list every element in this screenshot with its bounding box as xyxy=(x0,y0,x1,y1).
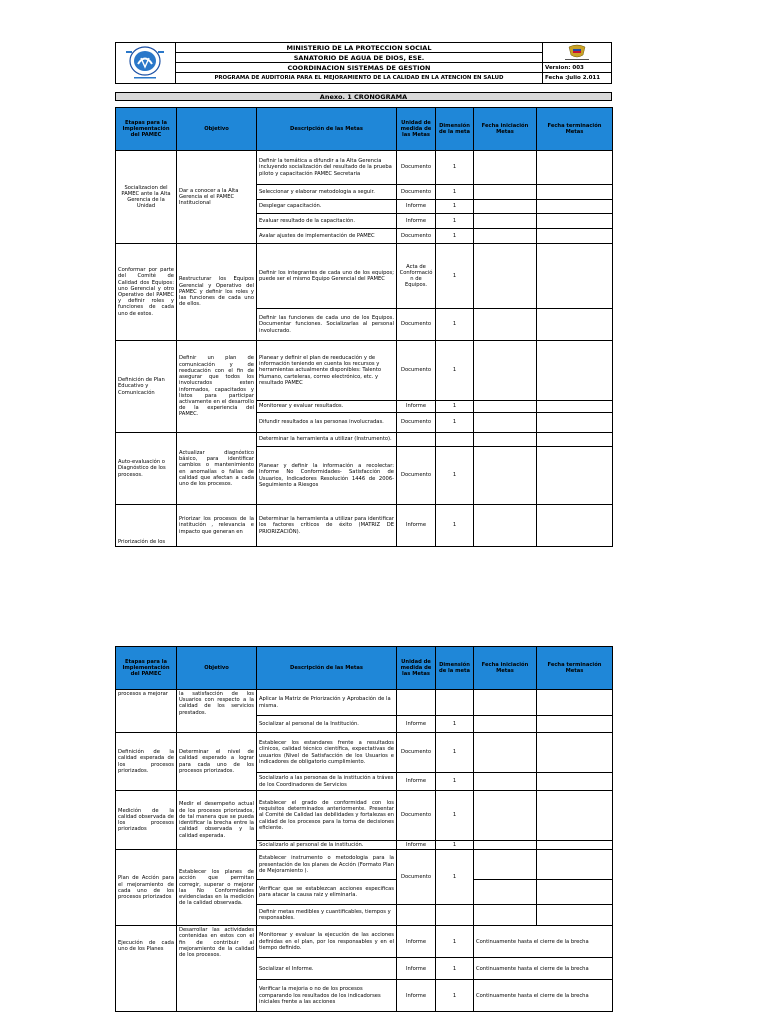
dimension-cell: 1 xyxy=(436,841,474,850)
version-label: Version: 003 xyxy=(543,63,611,73)
meta-cell: Evaluar resultado de la capacitación. xyxy=(257,214,397,229)
col-objetivo: Objetivo xyxy=(177,647,257,690)
dimension-cell: 1 xyxy=(436,505,474,547)
table-row xyxy=(116,433,613,447)
header-meta xyxy=(542,43,611,83)
fecha-fin-cell xyxy=(537,151,613,185)
meta-cell: Seleccionar y elaborar metodologia a seguir. xyxy=(257,185,397,200)
unidad-cell: Informe xyxy=(397,716,436,733)
etapa-cell: Auto-evaluación o Diagnóstico de los procesos. xyxy=(116,433,177,505)
unidad-cell: Informe xyxy=(397,200,436,214)
meta-cell: Monitorear y evaluar resultados. xyxy=(257,401,397,413)
document-header xyxy=(115,42,612,84)
fecha-inicio-cell xyxy=(474,151,537,185)
meta-cell: Definir la temática a difundir a la Alta Gerencia incluyendo socialización del resultado de la prueba piloto y capacitación PAMEC Secretaria xyxy=(257,151,397,185)
unidad-cell: Documento xyxy=(397,151,436,185)
table-row xyxy=(116,244,613,309)
meta-cell: Planear y definir el plan de reeducación y de información teniendo en cuenta los recursos y herramientas actualmente disponibles: Talento Humano, carteleras, correo electrónico, etc. y resultado PAMEC xyxy=(257,341,397,401)
dimension-cell: 1 xyxy=(436,185,474,200)
dimension-cell: 1 xyxy=(436,244,474,309)
col-objetivo: Objetivo xyxy=(177,108,257,151)
fecha-fin-cell: Continuamente hasta el cierre de la brecha xyxy=(474,980,613,1012)
table-row xyxy=(116,690,613,716)
fecha-fin-cell: Continuamente hasta el cierre de la brecha xyxy=(474,958,613,980)
dimension-cell: 1 xyxy=(436,214,474,229)
unidad-cell: Informe xyxy=(397,505,436,547)
unidad-cell: Documento xyxy=(397,791,436,841)
document-page-2 xyxy=(0,646,768,1024)
meta-cell: Difundir resultados a las personas involucradas. xyxy=(257,413,397,433)
etapa-cell: Conformar por parte del Comité de Calidad dos Equipos: uno Gerencial y otro Operativo del PAMEC y definir roles y funciones de cada uno de estos. xyxy=(116,244,177,341)
col-fecha-fin: Fecha terminación Metas xyxy=(537,108,613,151)
col-fecha-inicio: Fecha iniciación Metas xyxy=(474,108,537,151)
table-row xyxy=(116,926,613,958)
etapa-cell: Plan de Acción para el mejoramiento de cada uno de los procesos priorizados xyxy=(116,850,177,926)
etapa-cell: Medición de la calidad observada de los procesos priorizados xyxy=(116,791,177,850)
header-sanatorio: SANATORIO DE AGUA DE DIOS, ESE. xyxy=(176,53,542,63)
unidad-cell: Informe xyxy=(397,401,436,413)
col-etapas: Etapas para la Implementación del PAMEC xyxy=(116,108,177,151)
etapa-cell: Definición de la calidad esperada de los procesos priorizados. xyxy=(116,733,177,791)
meta-cell: Socializar el Informe. xyxy=(257,958,397,980)
unidad-cell: Informe xyxy=(397,958,436,980)
unidad-cell: Documento xyxy=(397,447,436,505)
meta-cell: Establecer los estandares frente a resultados clinicos, calidad técnico científica, expectativas de usuarios (Nivel de Satisfacción de los Usuarios e indicadores de obligatorio cumplimiento. xyxy=(257,733,397,773)
table-row xyxy=(116,341,613,401)
unidad-cell: Documento xyxy=(397,850,436,905)
dimension-cell: 1 xyxy=(436,980,474,1012)
meta-cell: Determinar la herramienta a utilizar para identificar los factores críticos de éxito (MATRIZ DE PRIORIZACIÓN). xyxy=(257,505,397,547)
unidad-cell: Documento xyxy=(397,309,436,341)
unidad-cell: Informe xyxy=(397,841,436,850)
dimension-cell: 1 xyxy=(436,447,474,505)
col-dimension: Dimensión de la meta xyxy=(436,108,474,151)
dimension-cell: 1 xyxy=(436,926,474,958)
annex-title: Anexo. 1 CRONOGRAMA xyxy=(115,92,612,101)
objetivo-cell: la satisfacción de los Usuarios con respecto a la calidad de los servicios prestados. xyxy=(177,690,257,733)
dimension-cell: 1 xyxy=(436,309,474,341)
col-unidad: Unidad de medida de las Metas xyxy=(397,647,436,690)
etapa-cell: Definición de Plan Educativo y Comunicación xyxy=(116,341,177,433)
meta-cell: Desplegar capacitación. xyxy=(257,200,397,214)
unidad-cell: Informe xyxy=(397,214,436,229)
table-row xyxy=(116,505,613,547)
unidad-cell: Documento xyxy=(397,185,436,200)
col-fecha-inicio: Fecha iniciación Metas xyxy=(474,647,537,690)
dimension-cell: 1 xyxy=(436,850,474,905)
fecha-fin-cell: Continuamente hasta el cierre de la brecha xyxy=(474,926,613,958)
meta-cell: Verificar la mejoria o no de los procesos comparando los resultados de los indicadorses iniciales frente a las acciones xyxy=(257,980,397,1012)
meta-cell: Socializarlo a las personas de la institución a tráves de los Coordinadores de Servicios xyxy=(257,773,397,791)
table-row xyxy=(116,733,613,773)
objetivo-cell: Establecer los planes de acción que permitan corregir, superar o mejorar las No Conformidades evidenciadas en la medición de la calidad observada. xyxy=(177,850,257,926)
objetivo-cell: Restructurar los Equipos Gerencial y Operativo del PAMEC y definir los roles y las funciones de cada uno de ellos. xyxy=(177,244,257,341)
meta-cell: Establecer instrumento o metodologia para la presentación de los planes de Acción (Formato Plan de Mejoramiento ). xyxy=(257,850,397,880)
meta-cell: Planear y definir la información a recolectar: Informe No Conformidades- Satisfacción de Usuarios, Indicadores Resolución 1446 de 2006-Seguimiento a Riesgos xyxy=(257,447,397,505)
etapa-cell: Ejecución de cada uno de los Planes xyxy=(116,926,177,1012)
schedule-table-page-2 xyxy=(115,646,613,1012)
dimension-cell: 1 xyxy=(436,791,474,841)
header-coordination: COORDINACION SISTEMAS DE GESTION xyxy=(176,63,542,73)
meta-cell: Avalar ajustes de implementación de PAMEC xyxy=(257,229,397,244)
dimension-cell: 1 xyxy=(436,716,474,733)
col-descripcion: Descripción de las Metas xyxy=(257,647,397,690)
unidad-cell: Documento xyxy=(397,341,436,401)
unidad-cell: Informe xyxy=(397,926,436,958)
coat-of-arms-icon xyxy=(543,43,611,63)
col-fecha-fin: Fecha terminación Metas xyxy=(537,647,613,690)
objetivo-cell: Actualizar diagnóstico básico, para identificar cambios o mantenimiento en anomalías o fallas de calidad que afectan a cada uno de los procesos. xyxy=(177,433,257,505)
dimension-cell: 1 xyxy=(436,200,474,214)
unidad-cell: Acta de Conformación de Equipos. xyxy=(397,244,436,309)
objetivo-cell: Desarrollar las actividades contenidas en estos con el fin de contribuir al mejoramiento de la calidad de los procesos. xyxy=(177,926,257,1012)
dimension-cell: 1 xyxy=(436,733,474,773)
dimension-cell: 1 xyxy=(436,341,474,401)
meta-cell: Socializarlo al personal de la institución. xyxy=(257,841,397,850)
meta-cell: Aplicar la Matriz de Priorización y Aprobación de la misma. xyxy=(257,690,397,716)
unidad-cell: Informe xyxy=(397,773,436,791)
unidad-cell: Documento xyxy=(397,413,436,433)
dimension-cell: 1 xyxy=(436,773,474,791)
objetivo-cell: Dar a conocer a la Alta Gerencia el el PAMEC Institucional xyxy=(177,151,257,244)
dimension-cell: 1 xyxy=(436,413,474,433)
table-header-row xyxy=(116,108,613,151)
header-ministry: MINISTERIO DE LA PROTECCION SOCIAL xyxy=(176,43,542,53)
objetivo-cell: Medir el desempeño actual de los procesos priorizados, de tal manera que se pueda identificar la brecha entre la calidad observada y la calidad esperada. xyxy=(177,791,257,850)
dimension-cell: 1 xyxy=(436,958,474,980)
etapa-cell: procesos a mejorar xyxy=(116,690,177,733)
unidad-cell: Documento xyxy=(397,733,436,773)
table-header-row xyxy=(116,647,613,690)
unidad-cell: Documento xyxy=(397,229,436,244)
meta-cell: Monitorear y evaluar la ejecución de las acciones definidas en el plan, por los responsables y en el tiempo definido. xyxy=(257,926,397,958)
etapa-cell: Priorización de los xyxy=(116,505,177,547)
objetivo-cell: Priorizar los procesos de la institución , relevancia e impacto que generan en xyxy=(177,505,257,547)
schedule-table-page-1 xyxy=(115,107,613,547)
table-row xyxy=(116,850,613,880)
etapa-cell: Socializacion del PAMEC ante la Alta Gerencia de la Unidad xyxy=(116,151,177,244)
meta-cell: Determinar la herramienta a utilizar (Instrumento). xyxy=(257,433,397,447)
unidad-cell: Informe xyxy=(397,980,436,1012)
dimension-cell: 1 xyxy=(436,401,474,413)
dimension-cell: 1 xyxy=(436,229,474,244)
col-etapas: Etapas para la Implementación del PAMEC xyxy=(116,647,177,690)
sanatorio-logo xyxy=(116,43,176,83)
meta-cell: Verificar que se establezcan acciones especificas para atacar la causa raiz y eliminarla. xyxy=(257,880,397,905)
header-program: PROGRAMA DE AUDITORIA PARA EL MEJORAMIENTO DE LA CALIDAD EN LA ATENCION EN SALUD xyxy=(214,75,504,81)
table-row xyxy=(116,151,613,185)
col-dimension: Dimensión de la meta xyxy=(436,647,474,690)
objetivo-cell: Determinar el nivel de calidad esperado a lograr para cada uno de los procesos priorizados. xyxy=(177,733,257,791)
meta-cell: Socializar al personal de la Institución. xyxy=(257,716,397,733)
date-label: Fecha :Julio 2.011 xyxy=(545,75,601,81)
page-gap xyxy=(0,552,768,646)
col-descripcion: Descripción de las Metas xyxy=(257,108,397,151)
meta-cell: Establecer el grado de conformidad con los requisitos determinados anteriormente. Presentar al Comité de Calidad las debilidades y fortalezas en calidad de los procesos para la toma de decisiones eficiente. xyxy=(257,791,397,841)
meta-cell: Definir las funciones de cada uno de los Equipos. Documentar funciones. Socializarlas al personal involucrado. xyxy=(257,309,397,341)
header-titles xyxy=(176,43,542,83)
table-row xyxy=(116,791,613,841)
meta-cell: Definir metas medibles y cuantificables, tiempos y responsables. xyxy=(257,905,397,926)
col-unidad: Unidad de medida de las Metas xyxy=(397,108,436,151)
meta-cell: Definir los integrantes de cada uno de los equipos; puede ser el mismo Equipo Gerencial del PAMEC xyxy=(257,244,397,309)
dimension-cell: 1 xyxy=(436,151,474,185)
objetivo-cell: Definir un plan de comunicación y de reeducación con el fin de asegurar que todos los involucrados esten informados, capacitados y listos para participar activamente en el desarrollo de la experiencia del PAMEC. xyxy=(177,341,257,433)
